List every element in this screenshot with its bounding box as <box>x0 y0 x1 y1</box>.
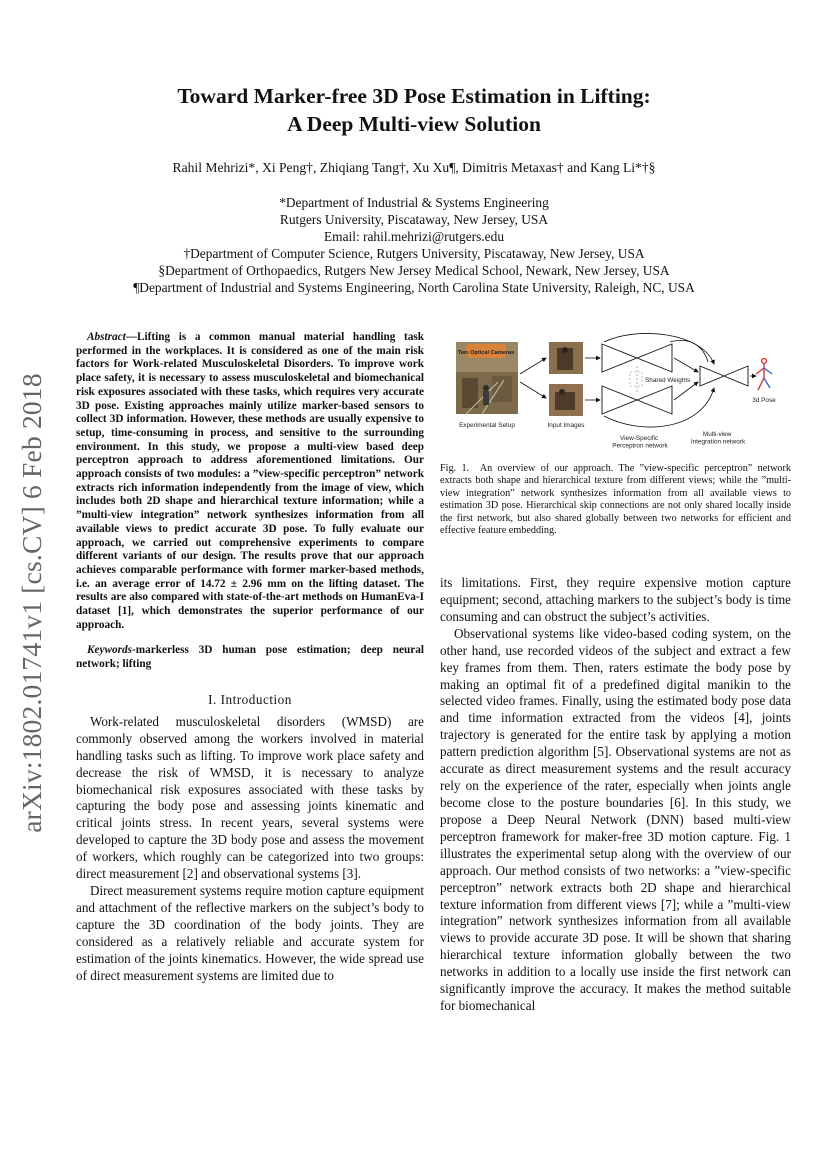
affiliation: *Department of Industrial & Systems Engineering <box>279 195 549 210</box>
keywords-text: -markerless 3D human pose estimation; deep neural network; lifting <box>76 644 424 671</box>
caption-label: Fig. 1. <box>440 463 470 474</box>
label-vsp-line-1: View-Specific <box>619 435 659 442</box>
affiliations <box>60 194 768 297</box>
intro-paragraph-1: Work-related musculoskeletal disorders (WMSD) are commonly observed among the workers involved in material handling tasks such as lifting. To improve work place safety and decrease the risk of WMSD, it is necessary to analyze biomechanical risk exposures associated with these tasks by capturing the body pose and assessing joints kinematic and critical joints stress. In recent years, several systems were developed to capture the 3D body pose and assess the movement of workers, which roughly can be categorized into two groups: direct measurement [2] and observational systems [3]. <box>76 713 424 882</box>
camera-callout <box>458 344 514 358</box>
section-heading-introduction: I. Introduction <box>208 691 292 707</box>
affiliation: †Department of Computer Science, Rutgers University, Piscataway, New Jersey, USA <box>183 246 645 262</box>
keywords-label: Keywords <box>87 644 132 657</box>
multi-view-integration-network <box>700 366 748 386</box>
figure-caption-block <box>440 463 791 537</box>
caption-text: An overview of our approach. The ”view-specific perceptron” network extracts both shape and hierarchical texture from different views; while the ”multi-view integration” network synthesizes information from all available views to estimation 3D pose. Hierarchical skip connections are not only shared locally inside the first network, but also shared globally between two networks for efficient and effective feature embedding. <box>440 463 792 537</box>
input-image-bottom <box>549 384 583 416</box>
keywords <box>76 644 424 671</box>
abstract <box>76 331 424 632</box>
right-column-text <box>440 575 791 1015</box>
affiliation: ¶Department of Industrial and Systems Engineering, North Carolina State University, Raleigh, NC, USA <box>133 280 695 296</box>
figure-1-overview-diagram <box>452 332 782 452</box>
label-vsp-line-2: Perceptron network <box>612 442 668 450</box>
label-experimental-setup: Experimental Setup <box>459 422 515 429</box>
pose-3d-skeleton <box>756 359 772 390</box>
arxiv-side-label <box>14 368 50 838</box>
label-shared-weights: Shared Weights <box>645 377 691 384</box>
left-column <box>76 331 424 985</box>
paper-title <box>100 82 728 138</box>
label-view-specific-network <box>612 435 668 450</box>
figure-1-caption <box>440 463 791 537</box>
affiliation: §Department of Orthopaedics, Rutgers New Jersey Medical School, Newark, New Jersey, USA <box>158 263 670 279</box>
author-email: Email: rahil.mehrizi@rutgers.edu <box>323 229 505 245</box>
intro-paragraph-4: Observational systems like video-based coding system, on the other hand, use recorded videos of the subject and extract a few key frames from them. Then, raters estimate the body pose by making an optimal fit of a predefined digital manikin to the selected video frames. Finally, using the estimated body pose data and time information extracted from the videos [4], joints trajectory is generated for the entire task by applying a motion pattern prediction algorithm [5]. Observational systems are not as accurate as direct measurement systems and the result accuracy rely on the experience of the rater, especially when joints angle become close to the posture boundaries [6]. In this study, we propose a Deep Neural Network (DNN) based multi-view perceptron framework for maker-free 3D motion capture. Fig. 1 illustrates the experimental setup along with the overview of our approach. Our method consists of two networks: a ”view-specific perceptron” network extracts both 2D shape and hierarchical texture information from different views [7]; while a ”multi-view integration” network synthesizes information from all available views to provide accurate 3D pose. It will be shown that sharing hierarchical texture information globally between the two networks in addition to a locally use inside the first network can significantly improve the accuracy. It makes the method suitable for biomechanical <box>440 625 791 1014</box>
abstract-text: —Lifting is a common manual material handling task performed in the workplaces. It is considered as one of the main risk factors for Work-related Musculoskeletal Disorders. To improve work place safety, it is necessary to assess musculoskeletal and biomechanical risk exposures associated with these tasks, which requires very accurate 3D pose. Existing approaches mainly utilize marker-based sensors to collect 3D information. However, these methods are usually expensive to setup, time-consuming in process, and sensitive to the surrounding environment. In this study, we propose a multi-view based deep perceptron approach to address aforementioned limitations. Our approach consists of two modules: a ”view-specific perceptron” network extracts rich information independently from the image of view, which includes both 2D shape and hierarchical texture information; while a ”multi-view integration” network synthesizes information from all available views to predict accurate 3D pose. To fully evaluate our approach, we carried out comprehensive experiments to compare different variants of our design. The results prove that our approach achieves comparable performance with former marker-based methods, i.e. an average error of 14.72 ± 2.96 mm on the lifting dataset. The results are also compared with state-of-the-art methods on HumanEva-I dataset [1], which demonstrates the superior performance of our approach. <box>76 331 424 631</box>
label-multi-view-integration <box>691 431 746 446</box>
intro-paragraph-2: Direct measurement systems require motion capture equipment and attachment of the reflective markers on the subject’s body to capture the 3D coordination of the body joints. They are considered as a relatively reliable and accurate system for estimation of the joints kinematics. However, the wide spread use of direct measurement systems are limited due to <box>76 883 424 983</box>
camera-callout-label: Two Optical Cameras <box>457 350 515 356</box>
author-list: Rahil Mehrizi*, Xi Peng†, Zhiqiang Tang†, Xu Xu¶, Dimitris Metaxas† and Kang Li*†§ <box>172 160 656 175</box>
label-mvi-line-2: Integration network <box>690 438 746 446</box>
label-input-images: Input Images <box>547 422 585 429</box>
arxiv-id: arXiv:1802.01741v1 [cs.CV] 6 Feb 2018 <box>16 373 47 833</box>
affiliation: Rutgers University, Piscataway, New Jersey, USA <box>279 212 549 228</box>
abstract-label: Abstract <box>87 331 126 343</box>
input-image-top <box>549 342 583 374</box>
intro-paragraph-3: its limitations. First, they require expensive motion capture equipment; second, attaching markers to the subject’s body is time consuming and can obstruct the subject’s activities. <box>440 575 791 624</box>
title-line-1: Toward Marker-free 3D Pose Estimation in Lifting: <box>177 84 651 108</box>
label-mvi-line-1: Multi-view <box>702 431 732 438</box>
label-3d-pose: 3d Pose <box>752 397 776 404</box>
title-line-2: A Deep Multi-view Solution <box>287 112 541 136</box>
